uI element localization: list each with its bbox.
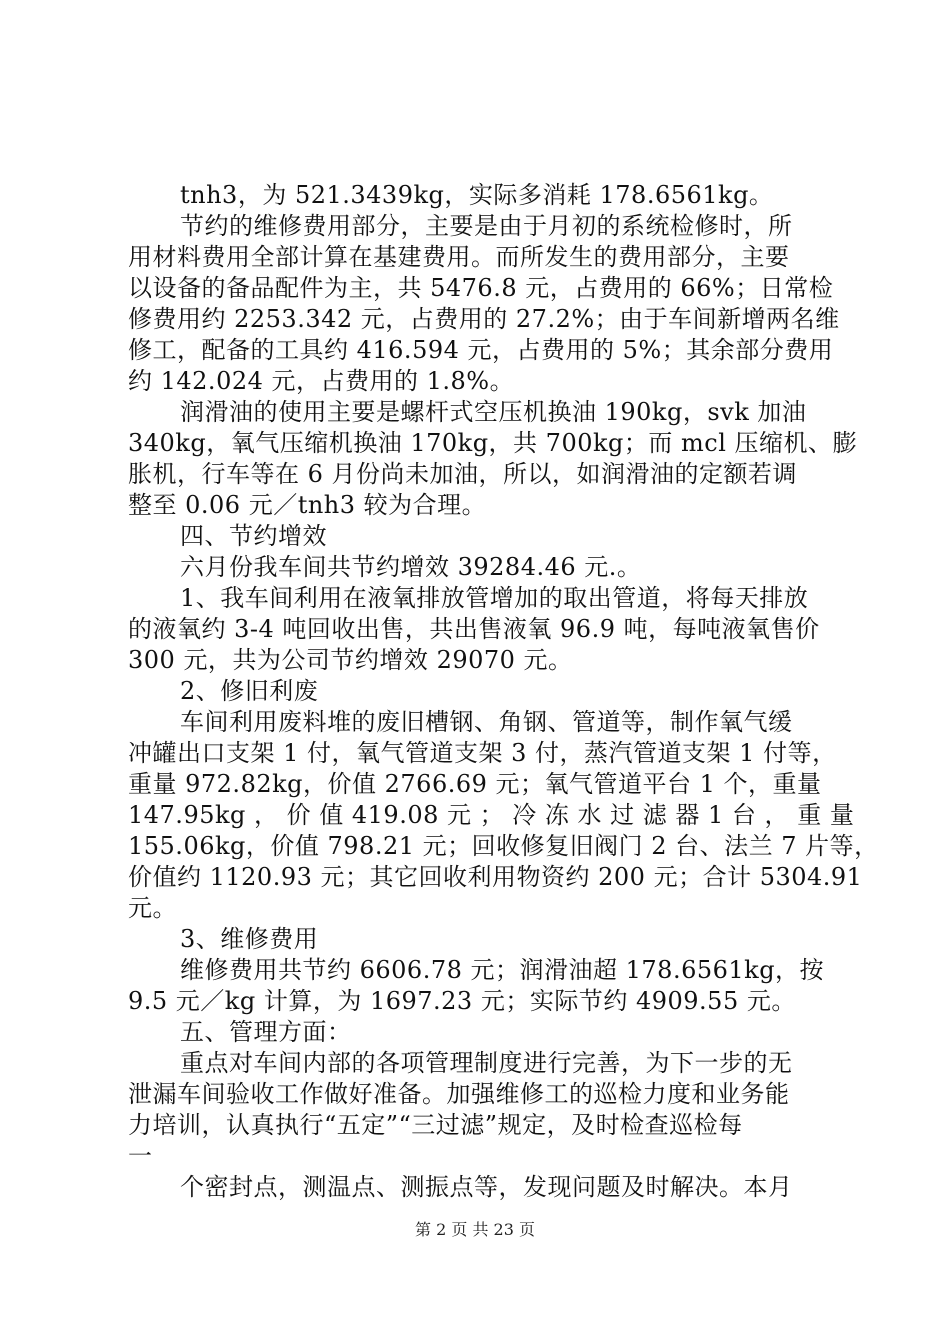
paragraph-line: 300 元，共为公司节约增效 29070 元。: [128, 646, 573, 674]
paragraph-line: 价值约 1120.93 元；其它回收利用物资约 200 元；合计 5304.91: [128, 863, 863, 891]
paragraph-line: tnh3，为 521.3439kg，实际多消耗 178.6561kg。: [180, 181, 774, 209]
paragraph-line: 维修费用共节约 6606.78 元；润滑油超 178.6561kg，按: [180, 956, 825, 984]
paragraph-line: 9.5 元／kg 计算，为 1697.23 元；实际节约 4909.55 元。: [128, 987, 796, 1015]
subsection-heading: 3、维修费用: [180, 925, 319, 953]
paragraph-line: 冲罐出口支架 1 付，氧气管道支架 3 付，蒸汽管道支架 1 付等，: [128, 739, 837, 767]
paragraph-line: 1、我车间利用在液氧排放管增加的取出管道，将每天排放: [180, 584, 809, 612]
paragraph-line: 以设备的备品配件为主，共 5476.8 元，占费用的 66%；日常检: [128, 274, 834, 302]
paragraph-line: 整至 0.06 元／tnh3 较为合理。: [128, 491, 487, 519]
paragraph-line: 约 142.024 元，占费用的 1.8%。: [128, 367, 515, 395]
paragraph-line: 重点对车间内部的各项管理制度进行完善，为下一步的无: [180, 1049, 793, 1077]
paragraph-line: 泄漏车间验收工作做好准备。加强维修工的巡检力度和业务能: [128, 1080, 790, 1108]
paragraph-line: 用材料费用全部计算在基建费用。而所发生的费用部分，主要: [128, 243, 790, 271]
paragraph-line: 的液氧约 3-4 吨回收出售，共出售液氧 96.9 吨，每吨液氧售价: [128, 615, 820, 643]
paragraph-line: 修费用约 2253.342 元，占费用的 27.2%；由于车间新增两名维: [128, 305, 840, 333]
section-heading: 五、管理方面：: [180, 1018, 352, 1046]
paragraph-line: 修工，配备的工具约 416.594 元，占费用的 5%；其余部分费用: [128, 336, 834, 364]
paragraph-line: 重量 972.82kg，价值 2766.69 元；氧气管道平台 1 个，重量: [128, 770, 822, 798]
paragraph-line: 胀机，行车等在 6 月份尚未加油，所以，如润滑油的定额若调: [128, 460, 798, 488]
paragraph-line: 155.06kg，价值 798.21 元；回收修复旧阀门 2 台、法兰 7 片等，: [128, 832, 879, 860]
subsection-heading: 2、修旧利废: [180, 677, 319, 705]
paragraph-line: 六月份我车间共节约增效 39284.46 元.。: [180, 553, 642, 581]
section-heading: 四、节约增效: [180, 522, 327, 550]
paragraph-line: 元。: [128, 894, 177, 922]
page-number-footer: 第 2 页 共 23 页: [415, 1220, 535, 1239]
paragraph-line: 节约的维修费用部分，主要是由于月初的系统检修时，所: [180, 212, 793, 240]
paragraph-line: 车间利用废料堆的废旧槽钢、角钢、管道等，制作氧气缓: [180, 708, 793, 736]
paragraph-line: 340kg，氧气压缩机换油 170kg，共 700kg；而 mcl 压缩机、膨: [128, 429, 858, 457]
paragraph-line: 一: [128, 1142, 153, 1170]
paragraph-line: 147.95kg ， 价 值 419.08 元 ； 冷 冻 水 过 滤 器 1 台 ， 重 量: [128, 801, 855, 829]
paragraph-line: 个密封点，测温点、测振点等，发现问题及时解决。本月: [180, 1173, 793, 1201]
paragraph-line: 力培训，认真执行“五定”“三过滤”规定，及时检查巡检每: [128, 1111, 743, 1139]
paragraph-line: 润滑油的使用主要是螺杆式空压机换油 190kg，svk 加油: [180, 398, 807, 426]
